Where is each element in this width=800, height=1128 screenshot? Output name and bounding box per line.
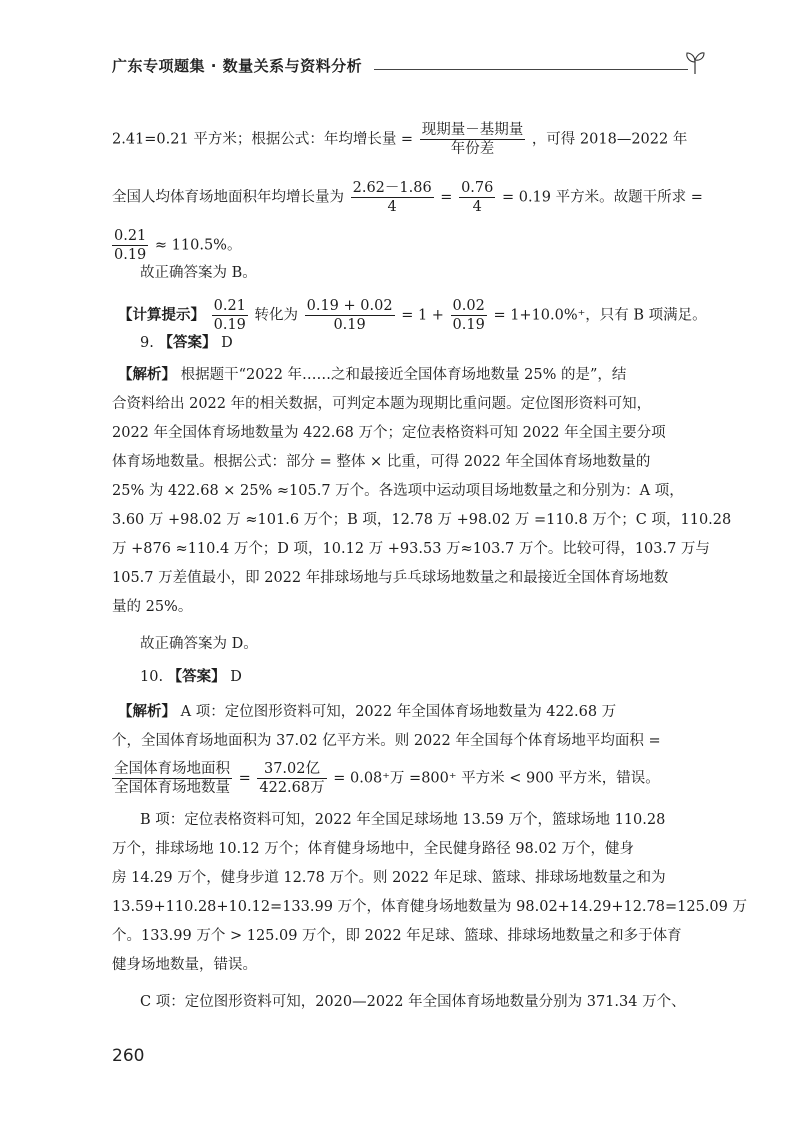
text-line: 量的 25%。 (112, 599, 193, 615)
analysis-tag: 【解析】 (118, 367, 176, 383)
tip-tag: 【计算提示】 (118, 307, 205, 324)
fraction-denominator: 0.19 (333, 317, 366, 333)
fraction-denominator: 0.19 (452, 317, 485, 333)
formula-fraction (212, 297, 248, 334)
answer-line (140, 667, 242, 687)
formula-fraction (112, 227, 148, 264)
text-segment: 全国人均体育场地面积年均增长量为 (112, 189, 344, 206)
analysis-tag: 【解析】 (118, 704, 176, 720)
sprout-icon (684, 49, 706, 75)
formula-fraction (351, 179, 434, 216)
fraction-numerator: 0.02 (452, 298, 485, 314)
text-line: 13.59+110.28+10.12=133.99 万个，体育健身场地数量为 98.02+14.29+12.78=125.09 万 (112, 899, 747, 915)
fraction-numerator: 现期量－基期量 (421, 122, 524, 138)
text-line (112, 760, 660, 797)
text-segment: = (440, 189, 453, 206)
text-line (112, 179, 703, 216)
text-line: 3.60 万 +98.02 万 ≈101.6 万个；B 项，12.78 万 +98.02 万 =110.8 万个；C 项，110.28 (112, 512, 732, 528)
text-line: 合资料给出 2022 年的相关数据，可判定本题为现期比重问题。定位图形资料可知， (112, 396, 652, 412)
fraction-numerator: 2.62－1.86 (352, 180, 432, 196)
text-line: 万个，排球场地 10.12 万个；体育健身场地中，全民健身路径 98.02 万个，健身 (112, 841, 634, 857)
text-line: 房 14.29 万个，健身步道 12.78 万个。则 2022 年足球、篮球、排球场地数量之和为 (112, 870, 666, 886)
header-title: 广东专项题集 · 数量关系与资料分析 (112, 57, 363, 75)
text-line: 健身场地数量，错误。 (112, 957, 257, 973)
header-rule (374, 69, 688, 70)
fraction-denominator: 4 (472, 199, 482, 215)
text-line: 故正确答案为 B。 (140, 265, 257, 281)
text-segment: ≈ 110.5%。 (154, 237, 242, 254)
question-number: 9. (140, 335, 154, 351)
formula-fraction (305, 297, 395, 334)
text-segment: = 0.08⁺万 =800⁺ 平方米 < 900 平方米，错误。 (333, 770, 660, 787)
fraction-denominator: 全国体育场地数量 (114, 780, 230, 796)
text-segment: = 1+10.0%⁺，只有 B 项满足。 (493, 307, 707, 324)
fraction-numerator: 0.76 (461, 180, 494, 196)
running-header (112, 49, 702, 79)
text-line: 个。133.99 万个 > 125.09 万个，即 2022 年足球、篮球、排球场地数量之和多于体育 (112, 928, 682, 944)
page-number: 260 (112, 1046, 145, 1066)
text-line: 故正确答案为 D。 (140, 636, 258, 652)
fraction-denominator: 年份差 (450, 141, 495, 157)
question-number: 10. (140, 669, 164, 685)
text-line (112, 227, 241, 264)
text-segment: A 项：定位图形资料可知，2022 年全国体育场地数量为 422.68 万 (180, 704, 617, 720)
text-line: 体育场地数量。根据公式：部分 = 整体 × 比重，可得 2022 年全国体育场地数量的 (112, 454, 651, 470)
text-segment: = 0.19 平方米。故题干所求 = (501, 189, 703, 206)
fraction-numerator: 0.21 (114, 228, 147, 244)
formula-fraction (451, 297, 487, 334)
fraction-denominator: 4 (387, 199, 397, 215)
fraction-numerator: 0.19 + 0.02 (306, 298, 393, 314)
fraction-numerator: 0.21 (213, 298, 246, 314)
text-segment: 转化为 (254, 307, 299, 324)
answer-tag: 【答案】 (158, 335, 217, 351)
text-line: 个，全国体育场地面积为 37.02 亿平方米。则 2022 年全国每个体育场地平均面积 = (112, 733, 661, 749)
text-line (112, 121, 687, 158)
text-line (118, 365, 626, 385)
text-segment: = (238, 770, 251, 787)
answer-line (140, 333, 233, 353)
fraction-denominator: 0.19 (213, 317, 246, 333)
fraction-denominator: 0.19 (114, 247, 147, 263)
text-line: C 项：定位图形资料可知，2020—2022 年全国体育场地数量分别为 371.34 万个、 (140, 994, 686, 1010)
text-segment: 根据题干“2022 年……之和最接近全国体育场地数量 25% 的是”，结 (180, 367, 627, 383)
formula-fraction (257, 760, 326, 797)
fraction-numerator: 全国体育场地面积 (114, 761, 230, 777)
answer-value: D (221, 335, 233, 351)
text-line: B 项：定位表格资料可知，2022 年全国足球场地 13.59 万个，篮球场地 110.28 (140, 812, 666, 828)
fraction-denominator: 422.68万 (259, 780, 325, 796)
text-segment: ，可得 2018—2022 年 (531, 131, 688, 148)
formula-fraction (459, 179, 495, 216)
answer-tag: 【答案】 (167, 669, 226, 685)
text-line (118, 297, 707, 334)
text-line: 105.7 万差值最小，即 2022 年排球场地与乒乓球场地数量之和最接近全国体育场地数 (112, 570, 669, 586)
text-segment: = 1 + (401, 307, 444, 324)
answer-value: D (230, 669, 242, 685)
text-line (118, 702, 616, 722)
text-line: 2022 年全国体育场地数量为 422.68 万个；定位表格资料可知 2022 年全国主要分项 (112, 425, 666, 441)
text-line: 万 +876 ≈110.4 万个；D 项，10.12 万 +93.53 万≈103.7 万个。比较可得，103.7 万与 (112, 541, 710, 557)
text-line: 25% 为 422.68 × 25% ≈105.7 万个。各选项中运动项目场地数量之和分别为：A 项， (112, 483, 684, 499)
formula-fraction (420, 121, 526, 158)
formula-fraction (112, 760, 232, 797)
text-segment: 2.41=0.21 平方米；根据公式：年均增长量 = (112, 131, 414, 148)
fraction-numerator: 37.02亿 (257, 760, 326, 779)
